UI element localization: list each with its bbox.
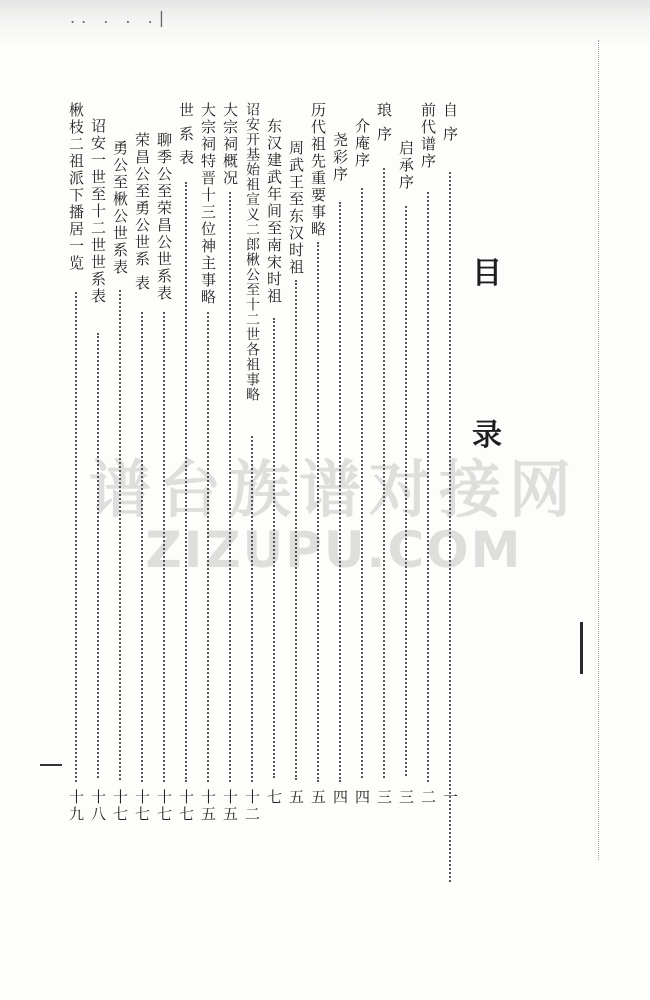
side-tick-mark — [40, 764, 62, 766]
toc-entry[interactable] — [352, 118, 372, 806]
toc-entry[interactable] — [176, 102, 196, 823]
toc-entry-title: 周武王至东汉时祖 — [287, 140, 305, 276]
toc-entry-title: 诏安一世至十二世世系表 — [89, 118, 107, 305]
toc-entry-title: 大宗祠概况 — [221, 102, 239, 187]
toc-entry-page: 十七 — [133, 789, 151, 823]
toc-entry[interactable] — [66, 102, 86, 823]
toc-entry[interactable] — [418, 102, 438, 806]
toc-entry-page: 四 — [353, 789, 371, 806]
toc-entry[interactable] — [220, 102, 240, 823]
leader-dots — [361, 188, 363, 778]
toc-entry-title: 启承序 — [397, 140, 415, 191]
toc-entry[interactable] — [154, 132, 174, 823]
toc-entry[interactable] — [242, 102, 262, 823]
toc-entry-title: 世 系 表 — [177, 102, 195, 167]
toc-entry-page: 五 — [287, 789, 305, 806]
toc-entry-title: 诏安开基始祖宣义二郎楸公至十二世各祖事略 — [244, 102, 260, 402]
page-edge-line — [598, 40, 601, 860]
toc-entry-title: 琅 序 — [375, 102, 393, 143]
leader-dots — [339, 202, 341, 782]
leader-dots — [295, 280, 297, 780]
toc-entry[interactable] — [330, 132, 350, 806]
leader-dots — [163, 312, 165, 782]
toc-entry-page: 十七 — [177, 789, 195, 823]
toc-entry[interactable] — [88, 118, 108, 823]
toc-entry-page: 三 — [397, 789, 415, 806]
toc-entry[interactable] — [198, 102, 218, 823]
toc-entry[interactable] — [396, 140, 416, 806]
toc-entry-page: 二 — [419, 789, 437, 806]
toc-entry-page: 十九 — [67, 789, 85, 823]
leader-dots — [119, 290, 121, 780]
leader-dots — [141, 312, 143, 782]
watermark-line: 谱台族谱对接网 — [88, 453, 579, 526]
toc-entry-title: 前代谱序 — [419, 102, 437, 170]
toc-entry-title: 聊季公至荣昌公世系表 — [155, 132, 173, 302]
toc-entry-page: 一 — [441, 789, 459, 806]
leader-dots — [229, 192, 231, 782]
toc-entry-page: 十五 — [199, 789, 217, 823]
leader-dots — [449, 172, 451, 882]
toc-entry-page: 十七 — [155, 789, 173, 823]
leader-dots — [97, 333, 99, 778]
toc-entry-page: 十七 — [111, 789, 129, 823]
toc-entry[interactable] — [308, 102, 328, 806]
toc-entry-title: 东汉建武年间至南宋时祖 — [265, 118, 283, 305]
toc-entry-page: 四 — [331, 789, 349, 806]
toc-entry[interactable] — [264, 118, 284, 806]
watermark — [84, 440, 584, 579]
title-char: 录 — [472, 418, 502, 453]
leader-dots — [317, 242, 319, 782]
toc-entry-title: 历代祖先重要事略 — [309, 102, 327, 238]
toc-entry[interactable] — [440, 102, 460, 806]
toc-entry-title: 勇公至楸公世系表 — [111, 140, 129, 276]
toc-entry-page: 十二 — [243, 789, 261, 823]
toc-entry-title: 尧彩序 — [331, 132, 349, 183]
toc-entry-title: 自 序 — [441, 102, 459, 143]
toc-entry[interactable] — [374, 102, 394, 806]
leader-dots — [273, 318, 275, 778]
toc-entry-title: 介庵序 — [353, 118, 371, 169]
header-mark: .. . . .| — [70, 8, 171, 27]
title-char: 目 — [472, 256, 502, 291]
toc-entry-page: 十五 — [221, 789, 239, 823]
leader-dots — [207, 312, 209, 782]
leader-dots — [427, 192, 429, 782]
toc-entry-page: 五 — [309, 789, 327, 806]
toc-entry[interactable] — [286, 140, 306, 806]
leader-dots — [75, 292, 77, 782]
leader-dots — [405, 206, 407, 776]
toc-entry[interactable] — [132, 132, 152, 823]
leader-dots — [383, 168, 385, 778]
toc-entry-title: 大宗祠特晋十三位神主事略 — [199, 102, 217, 306]
watermark-line: ZIZUPU.COM — [145, 521, 523, 579]
leader-dots — [185, 182, 187, 782]
toc-entry-page: 三 — [375, 789, 393, 806]
toc-entry[interactable] — [110, 140, 130, 823]
toc-entry-page: 七 — [265, 789, 283, 806]
toc-entry-title: 楸枝二祖派下播居一览 — [67, 102, 85, 272]
bookmark-mark — [580, 622, 583, 674]
leader-dots — [251, 436, 253, 782]
toc-entry-title: 荣昌公至勇公世系 表 — [133, 132, 151, 292]
toc-entry-page: 十八 — [89, 789, 107, 823]
